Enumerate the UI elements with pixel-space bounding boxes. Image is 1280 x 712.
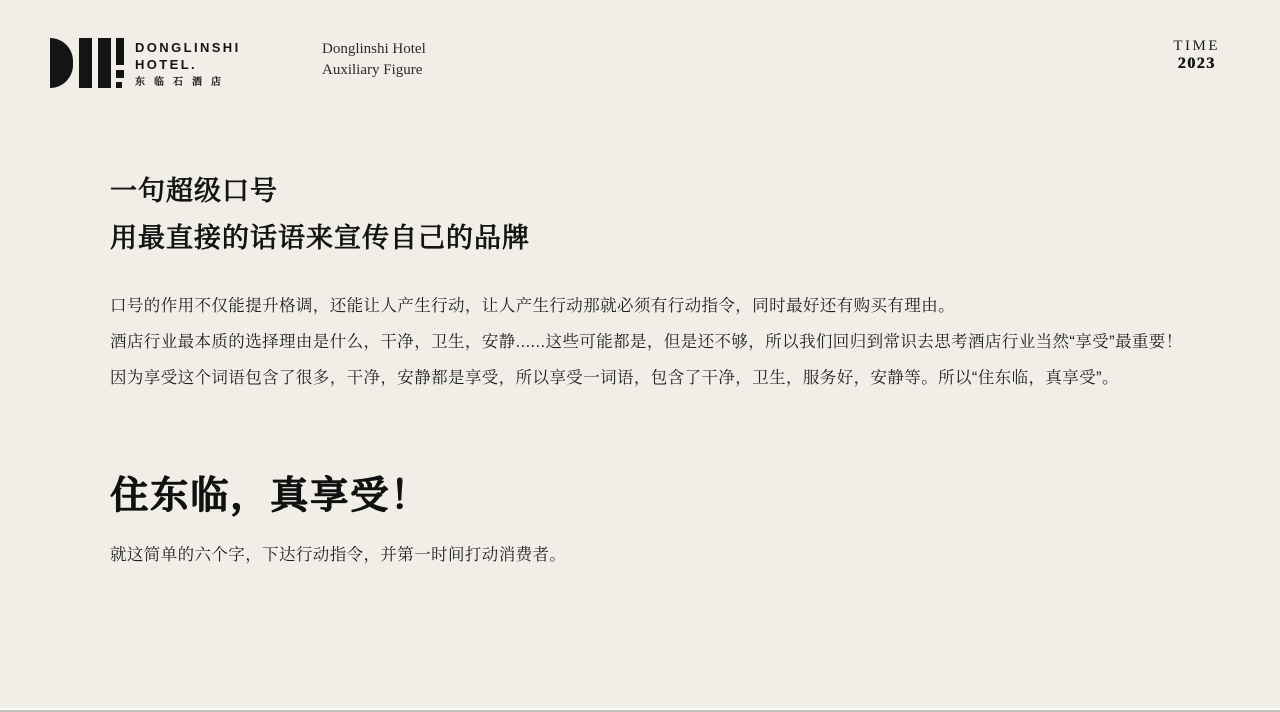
logo-exclamation-shape	[116, 38, 124, 88]
logo-bar-left	[79, 38, 92, 88]
page-title-line1: 一句超级口号	[110, 176, 278, 206]
brand-slogan: 住东临，真享受！	[110, 475, 431, 517]
logo-name-cn: 东临石酒店	[135, 77, 230, 88]
time-year: 2023	[1177, 55, 1216, 72]
logo-name-en-line1: DONGLINSHI	[135, 40, 241, 55]
logo-d-shape	[50, 38, 73, 88]
slide-bottom-edge	[0, 708, 1280, 712]
dh-monogram-icon	[50, 38, 124, 88]
logo-name-en-line2: HOTEL.	[135, 57, 198, 72]
time-label: TIME	[1173, 38, 1220, 54]
header-subtitle-line1: Donglinshi Hotel	[322, 41, 426, 57]
body-paragraph-line2: 酒店行业最本质的选择理由是什么，干净，卫生，安静......这些可能都是，但是还不够，所以我们回归到常识去思考酒店行业当然“享受”最重要！	[110, 333, 1183, 351]
slogan-note: 就这简单的六个字，下达行动指令，并第一时间打动消费者。	[110, 546, 567, 564]
logo-bar-right	[98, 38, 111, 88]
brand-logo	[50, 38, 241, 91]
page-title	[110, 168, 1220, 262]
header-subtitle	[322, 39, 426, 81]
time-block	[1173, 37, 1220, 73]
header-subtitle-line2: Auxiliary Figure	[322, 62, 423, 78]
main-content	[110, 168, 1220, 565]
page-title-line2: 用最直接的话语来宣传自己的品牌	[110, 223, 530, 253]
body-paragraph-line3: 因为享受这个词语包含了很多，干净，安静都是享受，所以享受一词语，包含了干净，卫生，服务好，安静等。所以“住东临，真享受”。	[110, 369, 1119, 387]
logo-wordmark	[135, 38, 241, 91]
body-paragraph-line1: 口号的作用不仅能提升格调，还能让人产生行动，让人产生行动那就必须有行动指令，同时最好还有购买有理由。	[110, 297, 955, 315]
body-paragraph	[110, 288, 1220, 396]
